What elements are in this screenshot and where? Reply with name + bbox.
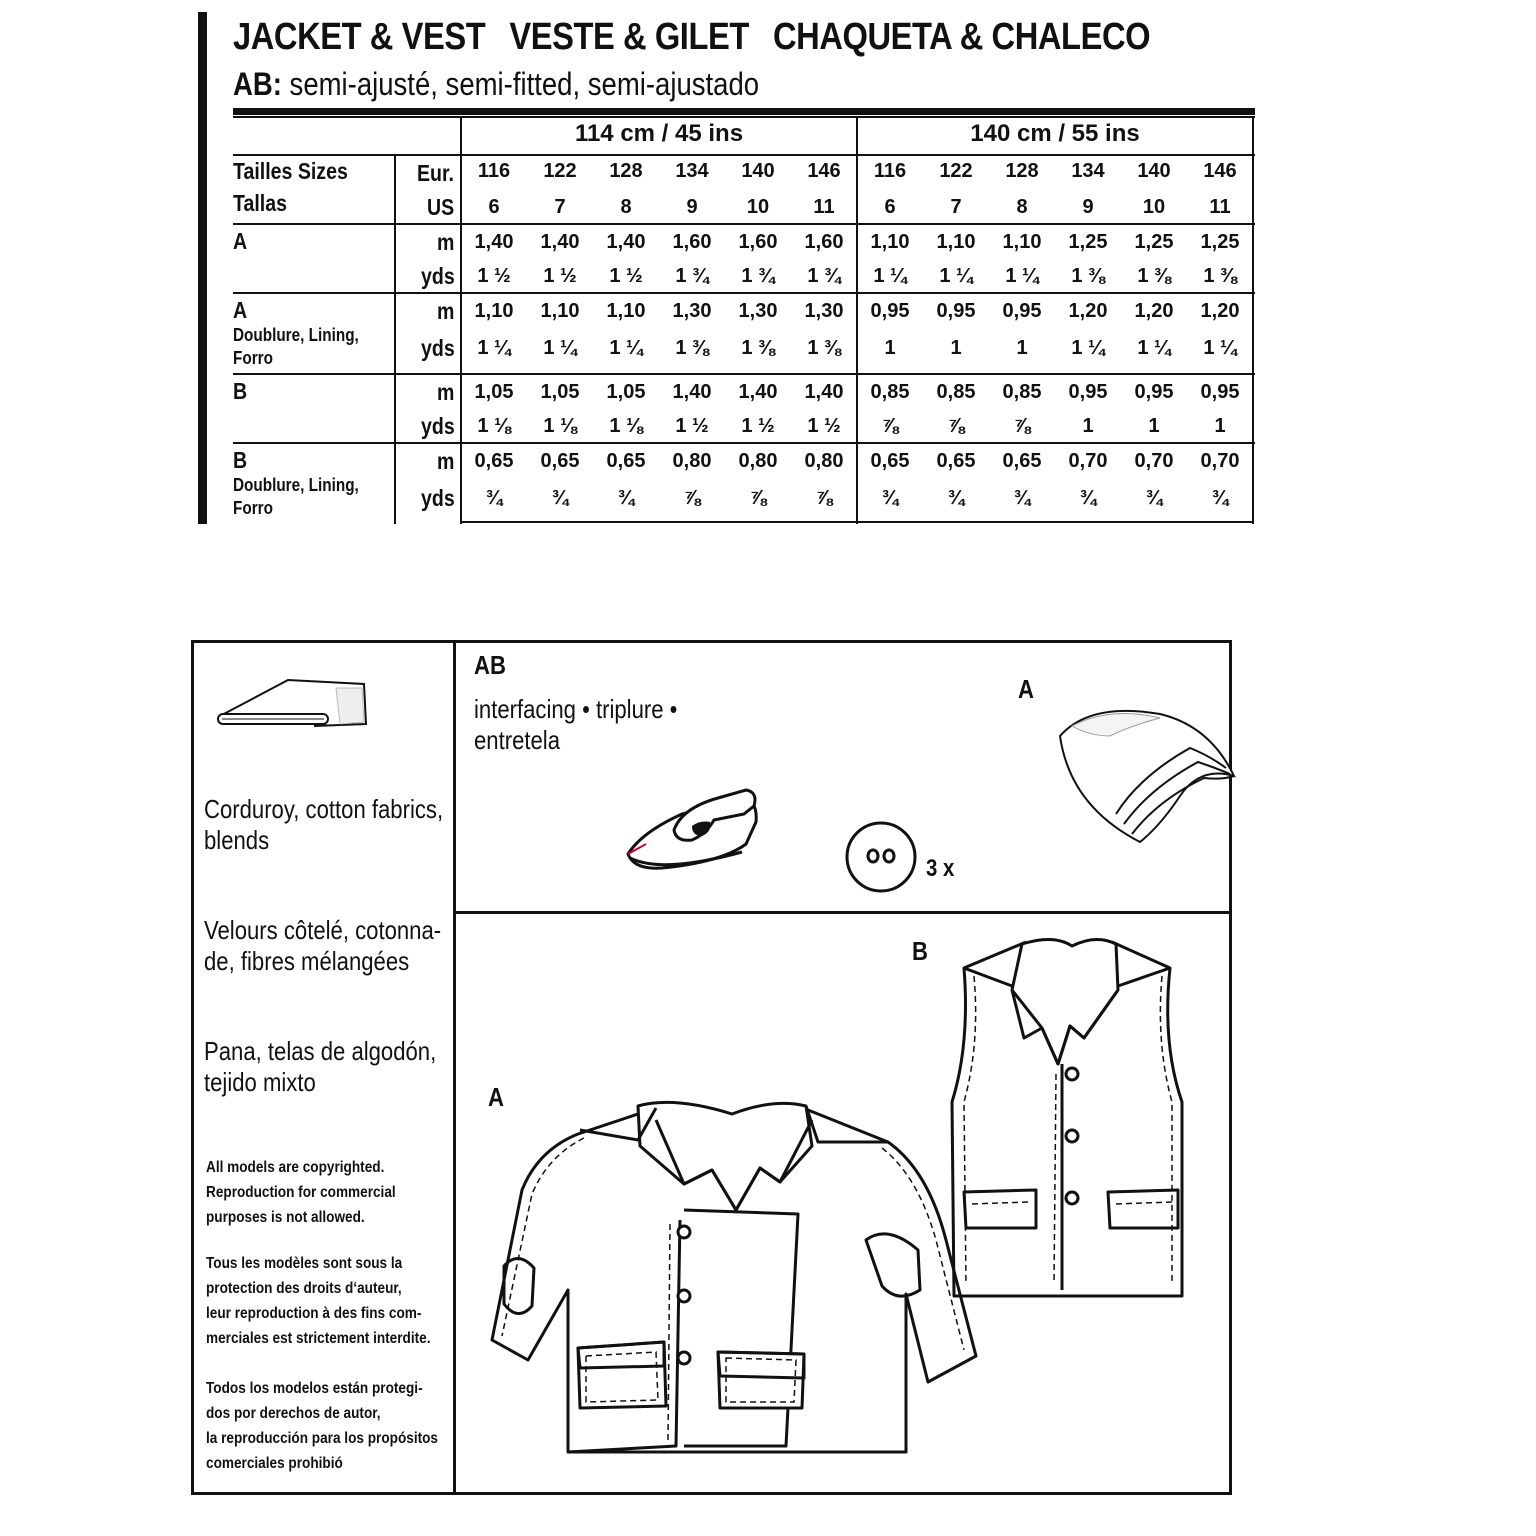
copyright-en-line: All models are copyrighted.	[206, 1159, 385, 1176]
yardage-m-cell: 1,05	[540, 381, 580, 403]
fabrics-es-line-1: Pana, telas de algodón,	[204, 1036, 437, 1066]
yardage-m-cell: 1,60	[672, 231, 712, 253]
yardage-m-cell: 1,40	[672, 381, 712, 403]
copyright-en-line: Reproduction for commercial	[206, 1184, 396, 1201]
row-sub-label: Doublure, Lining,	[233, 325, 359, 345]
yardage-yds-cell: ⅞	[1013, 415, 1031, 437]
yardage-yds-cell: 1 ½	[741, 415, 775, 437]
unit-m-label: m	[437, 229, 455, 255]
yardage-yds-cell: 1 ¼	[873, 265, 907, 287]
yardage-yds-cell: 1 ¼	[939, 265, 973, 287]
view-b-label: B	[912, 936, 928, 966]
interfacing-text	[474, 694, 677, 756]
copyright-en	[206, 1155, 396, 1230]
us-size-cell: 11	[813, 196, 835, 218]
button-icon	[844, 820, 918, 894]
yardage-m-cell: 0,65	[540, 450, 580, 472]
yardage-m-cell: 1,40	[474, 231, 514, 253]
eur-size-cell: 122	[939, 160, 973, 182]
copyright-es-line: Todos los modelos están protegi-	[206, 1380, 423, 1397]
yardage-m-cell: 1,40	[606, 231, 646, 253]
yardage-m-cell: 0,65	[1002, 450, 1042, 472]
panel-divider-vertical	[453, 640, 456, 1495]
us-size-cell: 8	[1016, 196, 1028, 218]
yardage-m-cell: 1,10	[936, 231, 976, 253]
yardage-yds-cell: ¾	[1079, 487, 1097, 509]
interfacing-line-1: interfacing • triplure •	[474, 694, 678, 724]
yardage-m-cell: 1,40	[804, 381, 844, 403]
yardage-m-cell: 0,65	[870, 450, 910, 472]
unit-m-label: m	[437, 448, 455, 474]
yardage-yds-cell: 1	[1016, 337, 1028, 359]
yardage-m-cell: 0,95	[1068, 381, 1108, 403]
copyright-fr-line: leur reproduction à des fins com-	[206, 1305, 422, 1322]
us-size-cell: 10	[746, 196, 770, 218]
fabrics-fr	[204, 915, 441, 977]
fabrics-en-line-1: Corduroy, cotton fabrics,	[204, 794, 444, 824]
yardage-m-cell: 0,85	[1002, 381, 1042, 403]
copyright-fr-line: merciales est strictement interdite.	[206, 1330, 431, 1347]
row-view-label: A	[233, 228, 248, 254]
interfacing-line-2: entretela	[474, 725, 561, 755]
yardage-m-cell: 0,65	[474, 450, 514, 472]
yardage-yds-cell: ⅞	[749, 487, 767, 509]
yardage-yds-cell: ¾	[485, 487, 503, 509]
eur-size-cell: 146	[1203, 160, 1237, 182]
unit-yds-label: yds	[421, 263, 455, 289]
yardage-m-cell: 0,95	[1134, 381, 1174, 403]
yardage-yds-cell: 1	[950, 337, 962, 359]
yardage-yds-cell: 1 ⅛	[543, 415, 577, 437]
fabrics-en	[204, 794, 443, 856]
unit-m-label: m	[437, 379, 455, 405]
yardage-m-cell: 1,10	[474, 300, 514, 322]
yardage-m-cell: 1,05	[606, 381, 646, 403]
yardage-yds-cell: 1	[1214, 415, 1226, 437]
title-fr: VESTE & GILET	[509, 16, 749, 58]
yardage-m-cell: 1,25	[1200, 231, 1240, 253]
yardage-yds-cell: ¾	[1145, 487, 1163, 509]
yardage-m-cell: 0,80	[804, 450, 844, 472]
eur-size-cell: 116	[873, 160, 907, 182]
yardage-yds-cell: 1 ¼	[609, 337, 643, 359]
tallas-label: Tallas	[233, 190, 287, 216]
yardage-yds-cell: ⅞	[947, 415, 965, 437]
panel-divider-horizontal	[453, 911, 1232, 914]
eur-size-cell: 128	[609, 160, 643, 182]
yardage-m-cell: 0,70	[1134, 450, 1174, 472]
yardage-m-cell: 1,10	[870, 231, 910, 253]
yardage-m-cell: 1,60	[738, 231, 778, 253]
yardage-yds-cell: 1 ¼	[1005, 265, 1039, 287]
yardage-yds-cell: 1 ¼	[1203, 337, 1237, 359]
fabrics-fr-line-2: de, fibres mélangées	[204, 946, 410, 976]
yardage-yds-cell: 1	[884, 337, 896, 359]
yardage-yds-cell: 1 ⅜	[741, 337, 775, 359]
eur-label: Eur.	[417, 160, 454, 186]
yardage-m-cell: 1,60	[804, 231, 844, 253]
yardage-m-cell: 1,20	[1068, 300, 1108, 322]
eur-size-cell: 134	[675, 160, 709, 182]
yardage-yds-cell: 1 ⅜	[675, 337, 709, 359]
yardage-yds-cell: 1 ½	[543, 265, 577, 287]
left-margin-rule	[198, 12, 207, 524]
us-size-cell: 8	[620, 196, 632, 218]
yardage-table	[233, 108, 1255, 524]
copyright-en-line: purposes is not allowed.	[206, 1209, 365, 1226]
iron-icon	[622, 782, 764, 876]
eur-size-cell: 140	[1137, 160, 1171, 182]
yardage-m-cell: 0,95	[1200, 381, 1240, 403]
copyright-es-line: la reproducción para los propósitos	[206, 1430, 438, 1447]
fabric-bolt-icon	[216, 676, 376, 734]
us-size-cell: 7	[554, 196, 566, 218]
yardage-yds-cell: 1 ⅜	[1137, 265, 1171, 287]
yardage-yds-cell: 1 ¾	[675, 265, 709, 287]
yardage-m-cell: 1,40	[738, 381, 778, 403]
yardage-m-cell: 0,80	[672, 450, 712, 472]
yardage-yds-cell: 1 ¼	[1137, 337, 1171, 359]
yardage-yds-cell: 1 ⅜	[1203, 265, 1237, 287]
yardage-yds-cell: ¾	[617, 487, 635, 509]
title-es: CHAQUETA & CHALECO	[772, 16, 1151, 58]
us-size-cell: 7	[950, 196, 962, 218]
unit-yds-label: yds	[421, 413, 455, 439]
row-sub-label: Doublure, Lining,	[233, 475, 359, 495]
vest-illustration	[946, 934, 1198, 1306]
unit-yds-label: yds	[421, 335, 455, 361]
copyright-es-line: dos por derechos de autor,	[206, 1405, 381, 1422]
fabrics-es-line-2: tejido mixto	[204, 1067, 316, 1097]
yardage-yds-cell: 1	[1148, 415, 1160, 437]
view-a-label: A	[488, 1082, 504, 1112]
yardage-m-cell: 0,65	[936, 450, 976, 472]
pattern-title	[233, 16, 1174, 59]
row-view-label: A	[233, 297, 248, 323]
yardage-yds-cell: ¾	[1211, 487, 1229, 509]
yardage-m-cell: 0,65	[606, 450, 646, 472]
us-size-cell: 9	[1082, 196, 1094, 218]
jacket-illustration	[488, 1090, 982, 1460]
yardage-m-cell: 1,20	[1200, 300, 1240, 322]
yardage-m-cell: 1,30	[738, 300, 778, 322]
sizes-label: Tailles Sizes	[233, 158, 348, 184]
yardage-yds-cell: 1 ⅛	[609, 415, 643, 437]
unit-m-label: m	[437, 298, 455, 324]
yardage-yds-cell: 1 ¾	[741, 265, 775, 287]
us-size-cell: 6	[884, 196, 896, 218]
fabrics-fr-line-1: Velours côtelé, cotonna-	[204, 915, 442, 945]
us-size-cell: 9	[686, 196, 698, 218]
yardage-m-cell: 1,30	[804, 300, 844, 322]
eur-size-cell: 134	[1071, 160, 1105, 182]
notions-ab-label: AB	[474, 650, 506, 680]
yardage-yds-cell: 1 ½	[609, 265, 643, 287]
yardage-m-cell: 1,10	[540, 300, 580, 322]
eur-size-cell: 122	[543, 160, 577, 182]
title-en: JACKET & VEST	[233, 16, 486, 58]
yardage-m-cell: 1,25	[1068, 231, 1108, 253]
yardage-m-cell: 0,85	[936, 381, 976, 403]
yardage-m-cell: 1,40	[540, 231, 580, 253]
yardage-yds-cell: ¾	[551, 487, 569, 509]
yardage-m-cell: 0,70	[1068, 450, 1108, 472]
row-view-label: B	[233, 447, 248, 473]
yardage-yds-cell: 1	[1082, 415, 1094, 437]
yardage-m-cell: 0,95	[1002, 300, 1042, 322]
yardage-yds-cell: ¾	[947, 487, 965, 509]
yardage-yds-cell: 1 ½	[807, 415, 841, 437]
fit-line	[233, 66, 759, 103]
copyright-fr-line: protection des droits d‘auteur,	[206, 1280, 402, 1297]
shoulder-pad-label: A	[1018, 674, 1034, 704]
yardage-yds-cell: ⅞	[881, 415, 899, 437]
yardage-m-cell: 0,95	[870, 300, 910, 322]
yardage-yds-cell: 1 ¼	[543, 337, 577, 359]
yardage-m-cell: 0,70	[1200, 450, 1240, 472]
yardage-yds-cell: 1 ⅜	[1071, 265, 1105, 287]
button-count: 3 x	[926, 855, 955, 882]
us-size-cell: 10	[1142, 196, 1166, 218]
us-size-cell: 11	[1209, 196, 1231, 218]
yardage-yds-cell: 1 ½	[675, 415, 709, 437]
yardage-yds-cell: 1 ¼	[1071, 337, 1105, 359]
yardage-yds-cell: ⅞	[815, 487, 833, 509]
copyright-fr	[206, 1251, 430, 1351]
copyright-es	[206, 1376, 438, 1476]
yardage-yds-cell: 1 ½	[477, 265, 511, 287]
yardage-m-cell: 1,05	[474, 381, 514, 403]
yardage-m-cell: 1,10	[606, 300, 646, 322]
yardage-yds-cell: 1 ⅛	[477, 415, 511, 437]
fit-text: semi-ajusté, semi-fitted, semi-ajustado	[289, 66, 760, 102]
eur-size-cell: 128	[1005, 160, 1039, 182]
fabrics-es	[204, 1036, 436, 1098]
eur-size-cell: 140	[741, 160, 775, 182]
unit-yds-label: yds	[421, 485, 455, 511]
yardage-m-cell: 1,25	[1134, 231, 1174, 253]
shoulder-pad-icon	[1050, 696, 1238, 846]
row-sub-label: Forro	[233, 348, 273, 368]
yardage-m-cell: 0,95	[936, 300, 976, 322]
width-header-114: 114 cm / 45 ins	[574, 120, 744, 147]
yardage-yds-cell: 1 ¼	[477, 337, 511, 359]
yardage-m-cell: 0,85	[870, 381, 910, 403]
row-view-label: B	[233, 378, 248, 404]
us-label: US	[427, 194, 455, 220]
yardage-m-cell: 1,20	[1134, 300, 1174, 322]
yardage-m-cell: 1,10	[1002, 231, 1042, 253]
width-header-140: 140 cm / 55 ins	[970, 120, 1140, 147]
yardage-yds-cell: ¾	[881, 487, 899, 509]
fabrics-en-line-2: blends	[204, 825, 270, 855]
fit-code: AB:	[233, 66, 282, 102]
yardage-yds-cell: 1 ⅜	[807, 337, 841, 359]
us-size-cell: 6	[488, 196, 500, 218]
eur-size-cell: 116	[477, 160, 511, 182]
yardage-yds-cell: ¾	[1013, 487, 1031, 509]
yardage-yds-cell: 1 ¾	[807, 265, 841, 287]
yardage-yds-cell: ⅞	[683, 487, 701, 509]
yardage-m-cell: 0,80	[738, 450, 778, 472]
row-sub-label: Forro	[233, 498, 273, 518]
yardage-m-cell: 1,30	[672, 300, 712, 322]
copyright-fr-line: Tous les modèles sont sous la	[206, 1255, 403, 1272]
copyright-es-line: comerciales prohibió	[206, 1455, 343, 1472]
eur-size-cell: 146	[807, 160, 841, 182]
